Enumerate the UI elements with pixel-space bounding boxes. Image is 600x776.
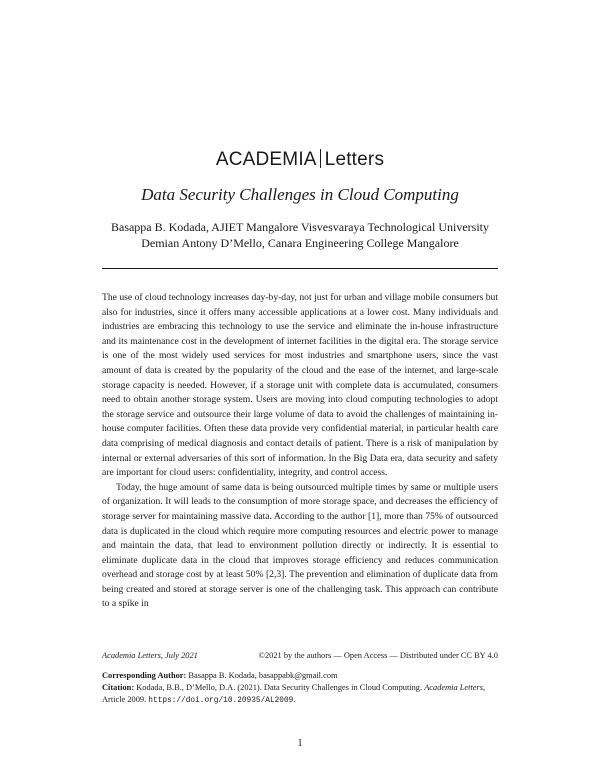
citation-journal: Academia Letters xyxy=(424,682,484,692)
author-line-2: Demian Antony D’Mello, Canara Engineering College Mangalore xyxy=(141,236,459,250)
brand-series: Letters xyxy=(324,149,385,170)
citation-text: Kodada, B.B., D’Mello, D.A. (2021). Data Security Challenges in Cloud Computing. xyxy=(136,682,423,692)
body-text xyxy=(102,291,498,612)
corresponding-author xyxy=(102,670,498,682)
brand-separator xyxy=(320,149,321,168)
body-paragraph-2: Today, the huge amount of same data is being outsourced multiple times by same or multiple users of organization. It will leads to the consumption of more storage space, and decreases the efficiency of storage server for maintaining massive data. According to the author [1], more than 75% of outsourced data is duplicated in the cloud which require more computing resources and electric power to manage and maintain the data, that lead to environment pollution directly or indirectly. It is essential to eliminate duplicate data in the cloud that improves storage efficiency and reduces communication overhead and storage cost by at least 50% [2,3]. The prevention and elimination of duplicate data from being created and stored at storage server is one of the challenging task. This approach can contribute to a spike in xyxy=(102,481,498,610)
footer-license: ©2021 by the authors — Open Access — Distributed under CC BY 4.0 xyxy=(258,651,498,660)
citation-article: , Article 2009. xyxy=(102,682,486,704)
body-paragraph-1: The use of cloud technology increases day-by-day, not just for urban and village mobile consumers but also for industries, since it offers many accessible applications at a lower cost. Many individuals and industries are embracing this technology to use the service and eliminate the in-house infrastructure and its maintenance cost in the development of internet facilities in the digital era. The storage service is one of the most widely used services for most industries and smartphone users, since the vast amount of data is created by the popularity of the cloud and the ease of the internet, and large-scale storage capacity is needed. However, if a storage unit with complete data is accumulated, consumers need to obtain another storage system. Users are moving into cloud computing technologies to adopt the storage service and outsource their large volume of data to avoid the challenges of maintaining in-house computer facilities. Often these data provide very confidential material, in particular health care data comprising of medical diagnosis and contact details of patient. There is a risk of manipulation by internal or external adversaries of this sort of information. In the Big Data era, data security and safety are important for cloud users: confidentiality, integrity, and control access. xyxy=(102,292,498,479)
footer-block xyxy=(102,670,498,707)
author-line-1: Basappa B. Kodada, AJIET Mangalore Visvesvaraya Technological University xyxy=(110,220,489,234)
footer-journal-line xyxy=(102,650,498,662)
corresponding-label: Corresponding Author: xyxy=(102,671,187,680)
brand-name: ACADEMIA xyxy=(215,149,317,170)
journal-brand xyxy=(0,148,600,172)
citation: Citation: Kodada, B.B., D’Mello, D.A. (2021). Data Security Challenges in Cloud Computing. Academia Letters, Article 2009. https://doi.org/10.20935/AL2009. xyxy=(102,682,486,705)
doi-link[interactable]: https://doi.org/10.20935/AL2009 xyxy=(148,696,294,705)
footer-journal: Academia Letters, July 2021 xyxy=(102,651,198,660)
paper-title: Data Security Challenges in Cloud Computing xyxy=(141,185,459,204)
page-number: 1 xyxy=(297,738,303,749)
title-divider xyxy=(102,268,498,269)
citation-label: Citation: xyxy=(102,682,135,692)
corresponding-value: Basappa B. Kodada, basappabk@gmail.com xyxy=(188,671,338,680)
